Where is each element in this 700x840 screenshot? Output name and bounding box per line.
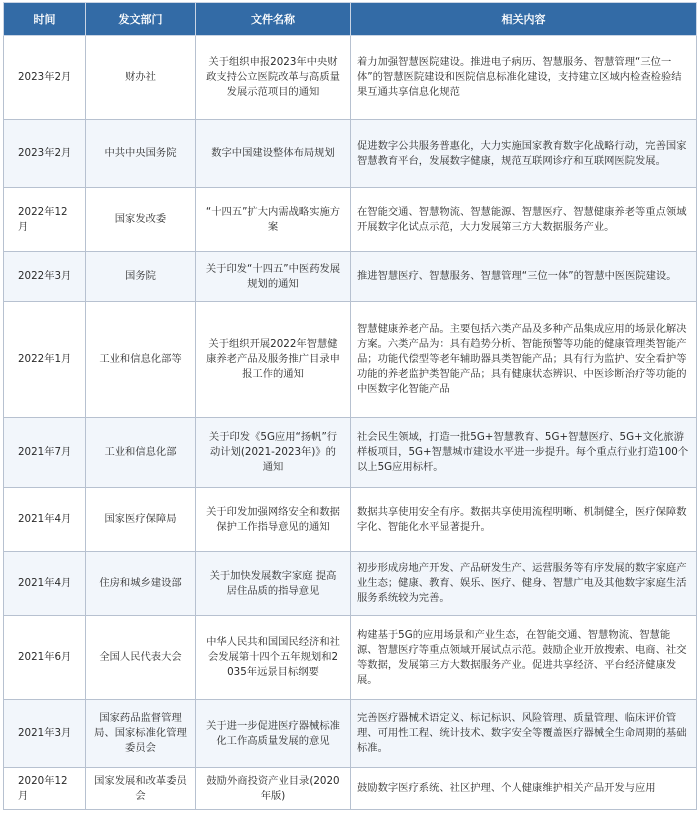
header-document-name: 文件名称 — [196, 3, 351, 36]
cell-content: 着力加强智慧医院建设。推进电子病历、智慧服务、智慧管理“三位一体”的智慧医院建设和医院信息标准化建设，支持建立区域内检查检验结果互通共享信息化规范 — [351, 36, 697, 120]
cell-time: 2022年3月 — [4, 252, 86, 302]
cell-content: 推进智慧医疗、智慧服务、智慧管理“三位一体”的智慧中医医院建设。 — [351, 252, 697, 302]
cell-time: 2022年12月 — [4, 188, 86, 252]
cell-document-name: 关于组织开展2022年智慧健康养老产品及服务推广目录申报工作的通知 — [196, 302, 351, 418]
cell-time: 2021年3月 — [4, 700, 86, 768]
cell-document-name: 中华人民共和国国民经济和社会发展第十四个五年规划和2035年远景目标纲要 — [196, 616, 351, 700]
cell-content: 在智能交通、智慧物流、智慧能源、智慧医疗、智慧健康养老等重点领域开展数字化试点示范，大力发展第三方大数据服务产业。 — [351, 188, 697, 252]
policy-table — [3, 2, 697, 810]
table-row — [4, 700, 697, 768]
cell-document-name: 关于加快发展数字家庭 提高居住品质的指导意见 — [196, 552, 351, 616]
table-row — [4, 252, 697, 302]
cell-document-name: 关于进一步促进医疗器械标准化工作高质量发展的意见 — [196, 700, 351, 768]
cell-time: 2021年7月 — [4, 418, 86, 488]
cell-department: 国家医疗保障局 — [86, 488, 196, 552]
cell-content: 完善医疗器械术语定义、标记标识、风险管理、质量管理、临床评价管理、可用性工程、统计技术、数字安全等覆盖医疗器械全生命周期的基础标准。 — [351, 700, 697, 768]
table-row — [4, 552, 697, 616]
cell-department: 国务院 — [86, 252, 196, 302]
cell-department: 工业和信息化部等 — [86, 302, 196, 418]
cell-time: 2023年2月 — [4, 36, 86, 120]
cell-department: 国家发展和改革委员会 — [86, 768, 196, 810]
cell-department: 国家药品监督管理局、国家标准化管理委员会 — [86, 700, 196, 768]
cell-content: 智慧健康养老产品。主要包括六类产品及多种产品集成应用的场景化解决方案。六类产品为：具有趋势分析、智能预警等功能的健康管理类智能产品；功能代偿型等老年辅助器具类智能产品；具有行为监护、安全看护等功能的养老监护类智能产品；具有健康状态辨识、中医诊断治疗等功能的中医数字化智能产品 — [351, 302, 697, 418]
cell-document-name: 关于印发加强网络安全和数据保护工作指导意见的通知 — [196, 488, 351, 552]
table-row — [4, 120, 697, 188]
header-content: 相关内容 — [351, 3, 697, 36]
cell-content: 促进数字公共服务普惠化，大力实施国家教育数字化战略行动，完善国家智慧教育平台，发展数字健康，规范互联网诊疗和互联网医院发展。 — [351, 120, 697, 188]
cell-time: 2023年2月 — [4, 120, 86, 188]
cell-department: 国家发改委 — [86, 188, 196, 252]
header-row — [4, 3, 697, 36]
cell-department: 全国人民代表大会 — [86, 616, 196, 700]
cell-content: 鼓励数字医疗系统、社区护理、个人健康维护相关产品开发与应用 — [351, 768, 697, 810]
table-row — [4, 418, 697, 488]
table-row — [4, 302, 697, 418]
cell-content: 初步形成房地产开发、产品研发生产、运营服务等有序发展的数字家庭产业生态；健康、教育、娱乐、医疗、健身、智慧广电及其他数字家庭生活服务系统较为完善。 — [351, 552, 697, 616]
cell-time: 2022年1月 — [4, 302, 86, 418]
cell-document-name: 关于组织申报2023年中央财政支持公立医院改革与高质量发展示范项目的通知 — [196, 36, 351, 120]
header-time: 时间 — [4, 3, 86, 36]
cell-document-name: “十四五”扩大内需战略实施方案 — [196, 188, 351, 252]
cell-department: 中共中央国务院 — [86, 120, 196, 188]
cell-document-name: 数字中国建设整体布局规划 — [196, 120, 351, 188]
cell-time: 2021年6月 — [4, 616, 86, 700]
table-row — [4, 36, 697, 120]
cell-content: 构建基于5G的应用场景和产业生态，在智能交通、智慧物流、智慧能源、智慧医疗等重点领域开展试点示范。鼓励企业开放搜索、电商、社交等数据，发展第三方大数据服务产业。促进共享经济、平台经济健康发展。 — [351, 616, 697, 700]
header-department: 发文部门 — [86, 3, 196, 36]
cell-document-name: 关于印发“十四五”中医药发展规划的通知 — [196, 252, 351, 302]
cell-document-name: 鼓励外商投资产业目录(2020年版) — [196, 768, 351, 810]
table-row — [4, 488, 697, 552]
cell-time: 2021年4月 — [4, 488, 86, 552]
cell-content: 数据共享使用安全有序。数据共享使用流程明晰、机制健全，医疗保障数字化、智能化水平显著提升。 — [351, 488, 697, 552]
table-row — [4, 616, 697, 700]
cell-time: 2021年4月 — [4, 552, 86, 616]
cell-department: 住房和城乡建设部 — [86, 552, 196, 616]
cell-department: 财办社 — [86, 36, 196, 120]
cell-content: 社会民生领域，打造一批5G+智慧教育、5G+智慧医疗、5G+文化旅游样板项目，5G+智慧城市建设水平进一步提升。每个重点行业打造100个以上5G应用标杆。 — [351, 418, 697, 488]
table-row — [4, 188, 697, 252]
table-row — [4, 768, 697, 810]
cell-department: 工业和信息化部 — [86, 418, 196, 488]
cell-time: 2020年12月 — [4, 768, 86, 810]
cell-document-name: 关于印发《5G应用“扬帆”行动计划(2021-2023年)》的通知 — [196, 418, 351, 488]
